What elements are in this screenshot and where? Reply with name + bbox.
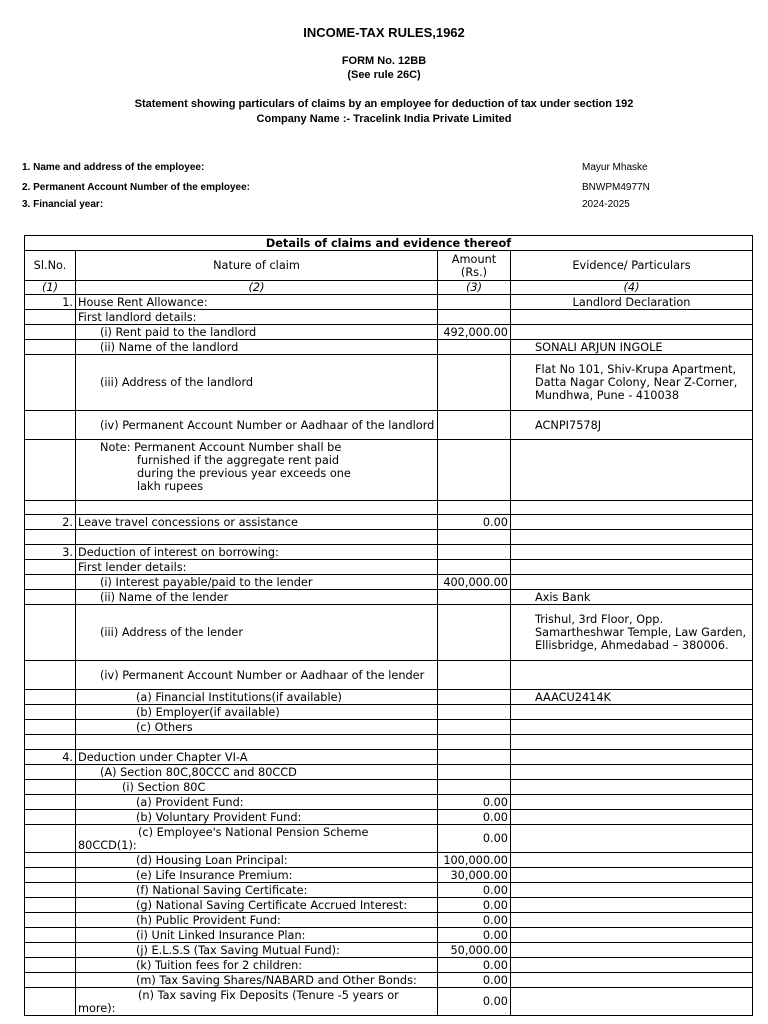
table-row [25,440,753,501]
table-row [25,780,753,795]
table-row [25,898,753,913]
evidence-cell: Flat No 101, Shiv-Krupa Apartment, Datta Nagar Colony, Near Z-Corner, Mundhwa, Pune - 410038 [511,355,753,411]
col-number: (4) [511,281,753,295]
table-row [25,868,753,883]
claim-label: (e) Life Insurance Premium: [76,868,438,883]
claim-label: First landlord details: [76,310,438,325]
table-row [25,340,753,355]
evidence-cell: Axis Bank [511,590,753,605]
claim-label: (iii) Address of the landlord [76,355,438,411]
table-row [25,310,753,325]
employee-name-value: Mayur Mhaske [582,162,648,173]
slno-cell: 2. [25,515,76,530]
amount-cell: 0.00 [438,973,511,988]
claim-label: (a) Financial Institutions(if available) [76,690,438,705]
form-number: FORM No. 12BB [341,55,427,67]
table-row [25,690,753,705]
claim-label-line: (c) Employee's National Pension Scheme [138,825,369,839]
claim-label: (i) Section 80C [76,780,438,795]
claim-label: (f) National Saving Certificate: [76,883,438,898]
slno-cell: 3. [25,545,76,560]
evidence-cell: ACNPI7578J [511,411,753,440]
col-header-slno: Sl.No. [25,251,76,281]
statement-heading: Statement showing particulars of claims by an employee for deduction of tax under section 192 [134,98,634,110]
amount-cell: 0.00 [438,988,511,1016]
claim-label: (h) Public Provident Fund: [76,913,438,928]
employee-name-label: 1. Name and address of the employee: [22,162,205,173]
claim-label-continuation: more): [78,1001,116,1015]
amount-cell: 492,000.00 [438,325,511,340]
amount-cell: 0.00 [438,928,511,943]
amount-cell: 0.00 [438,515,511,530]
table-row [25,795,753,810]
claim-label-continuation: 80CCD(1): [78,838,137,852]
claim-title: House Rent Allowance: [76,295,438,310]
amount-cell: 0.00 [438,810,511,825]
note-cell [76,440,438,501]
claim-label: (ii) Name of the lender [76,590,438,605]
table-row [25,913,753,928]
claim-label: (A) Section 80C,80CCC and 80CCD [76,765,438,780]
table-row [25,590,753,605]
claim-label: (k) Tuition fees for 2 children: [76,958,438,973]
table-row [25,575,753,590]
amount-cell: 100,000.00 [438,853,511,868]
col-number: (2) [76,281,438,295]
table-row [25,988,753,1016]
amount-cell: 400,000.00 [438,575,511,590]
amount-cell: 0.00 [438,913,511,928]
claim-label: (i) Rent paid to the landlord [76,325,438,340]
table-row [25,765,753,780]
table-row [25,705,753,720]
table-row [25,560,753,575]
claim-label: (ii) Name of the landlord [76,340,438,355]
claim-label: (i) Interest payable/paid to the lender [76,575,438,590]
table-row [25,515,753,530]
amount-cell: 0.00 [438,795,511,810]
claim-label: (b) Voluntary Provident Fund: [76,810,438,825]
evidence-cell: SONALI ARJUN INGOLE [511,340,753,355]
table-row [25,355,753,411]
financial-year-label: 3. Financial year: [22,199,104,210]
col-number: (3) [438,281,511,295]
table-row [25,605,753,661]
claim-label: (c) Others [76,720,438,735]
claim-label: (m) Tax Saving Shares/NABARD and Other Bonds: [76,973,438,988]
col-header-evidence: Evidence/ Particulars [511,251,753,281]
claim-label: (b) Employer(if available) [76,705,438,720]
amount-cell: 0.00 [438,825,511,853]
note-continuation: furnished if the aggregate rent paid during the previous year exceeds one lakh rupees [137,454,351,493]
table-row [25,825,753,853]
amount-cell: 0.00 [438,958,511,973]
claim-label [76,825,438,853]
claim-label [76,988,438,1016]
evidence-cell: Trishul, 3rd Floor, Opp. Samartheshwar Temple, Law Garden, Ellisbridge, Ahmedabad – 380006. [511,605,753,661]
table-row [25,411,753,440]
claims-table [24,235,753,1016]
financial-year-value: 2024-2025 [582,199,630,210]
amount-cell: 0.00 [438,898,511,913]
claim-label: (iv) Permanent Account Number or Aadhaar of the landlord [76,411,438,440]
evidence-cell: AAACU2414K [511,690,753,705]
table-row [25,545,753,560]
claim-label-line: (n) Tax saving Fix Deposits (Tenure -5 years or [138,988,399,1002]
slno-cell: 4. [25,750,76,765]
claim-label: (iv) Permanent Account Number or Aadhaar of the lender [76,661,438,690]
amount-cell: 50,000.00 [438,943,511,958]
claim-label: (iii) Address of the lender [76,605,438,661]
table-row [25,720,753,735]
claim-title: Leave travel concessions or assistance [76,515,438,530]
claim-label: (a) Provident Fund: [76,795,438,810]
table-row [25,883,753,898]
claim-title: Deduction of interest on borrowing: [76,545,438,560]
company-name: Company Name :- Tracelink India Private Limited [256,113,512,125]
table-row [25,943,753,958]
amount-cell: 0.00 [438,883,511,898]
table-row [25,750,753,765]
claim-label: (j) E.L.S.S (Tax Saving Mutual Fund): [76,943,438,958]
slno-cell: 1. [25,295,76,310]
table-row [25,928,753,943]
claim-label: (i) Unit Linked Insurance Plan: [76,928,438,943]
claim-label: First lender details: [76,560,438,575]
table-row [25,973,753,988]
claim-label: (g) National Saving Certificate Accrued Interest: [76,898,438,913]
employee-pan-value: BNWPM4977N [582,182,650,193]
table-row [25,853,753,868]
table-row [25,295,753,310]
col-header-nature: Nature of claim [76,251,438,281]
table-caption: Details of claims and evidence thereof [25,236,753,251]
claim-label: (d) Housing Loan Principal: [76,853,438,868]
amount-cell: 30,000.00 [438,868,511,883]
evidence-cell: Landlord Declaration [511,295,753,310]
table-row [25,661,753,690]
table-row [25,958,753,973]
note-first-line: Note: Permanent Account Number shall be [100,441,342,454]
table-row [25,325,753,340]
claim-title: Deduction under Chapter VI-A [76,750,438,765]
col-number: (1) [25,281,76,295]
rule-reference: (See rule 26C) [347,69,421,81]
employee-pan-label: 2. Permanent Account Number of the employee: [22,182,251,193]
col-header-amount: Amount (Rs.) [438,251,511,281]
document-title: INCOME-TAX RULES,1962 [303,25,465,40]
table-row [25,810,753,825]
